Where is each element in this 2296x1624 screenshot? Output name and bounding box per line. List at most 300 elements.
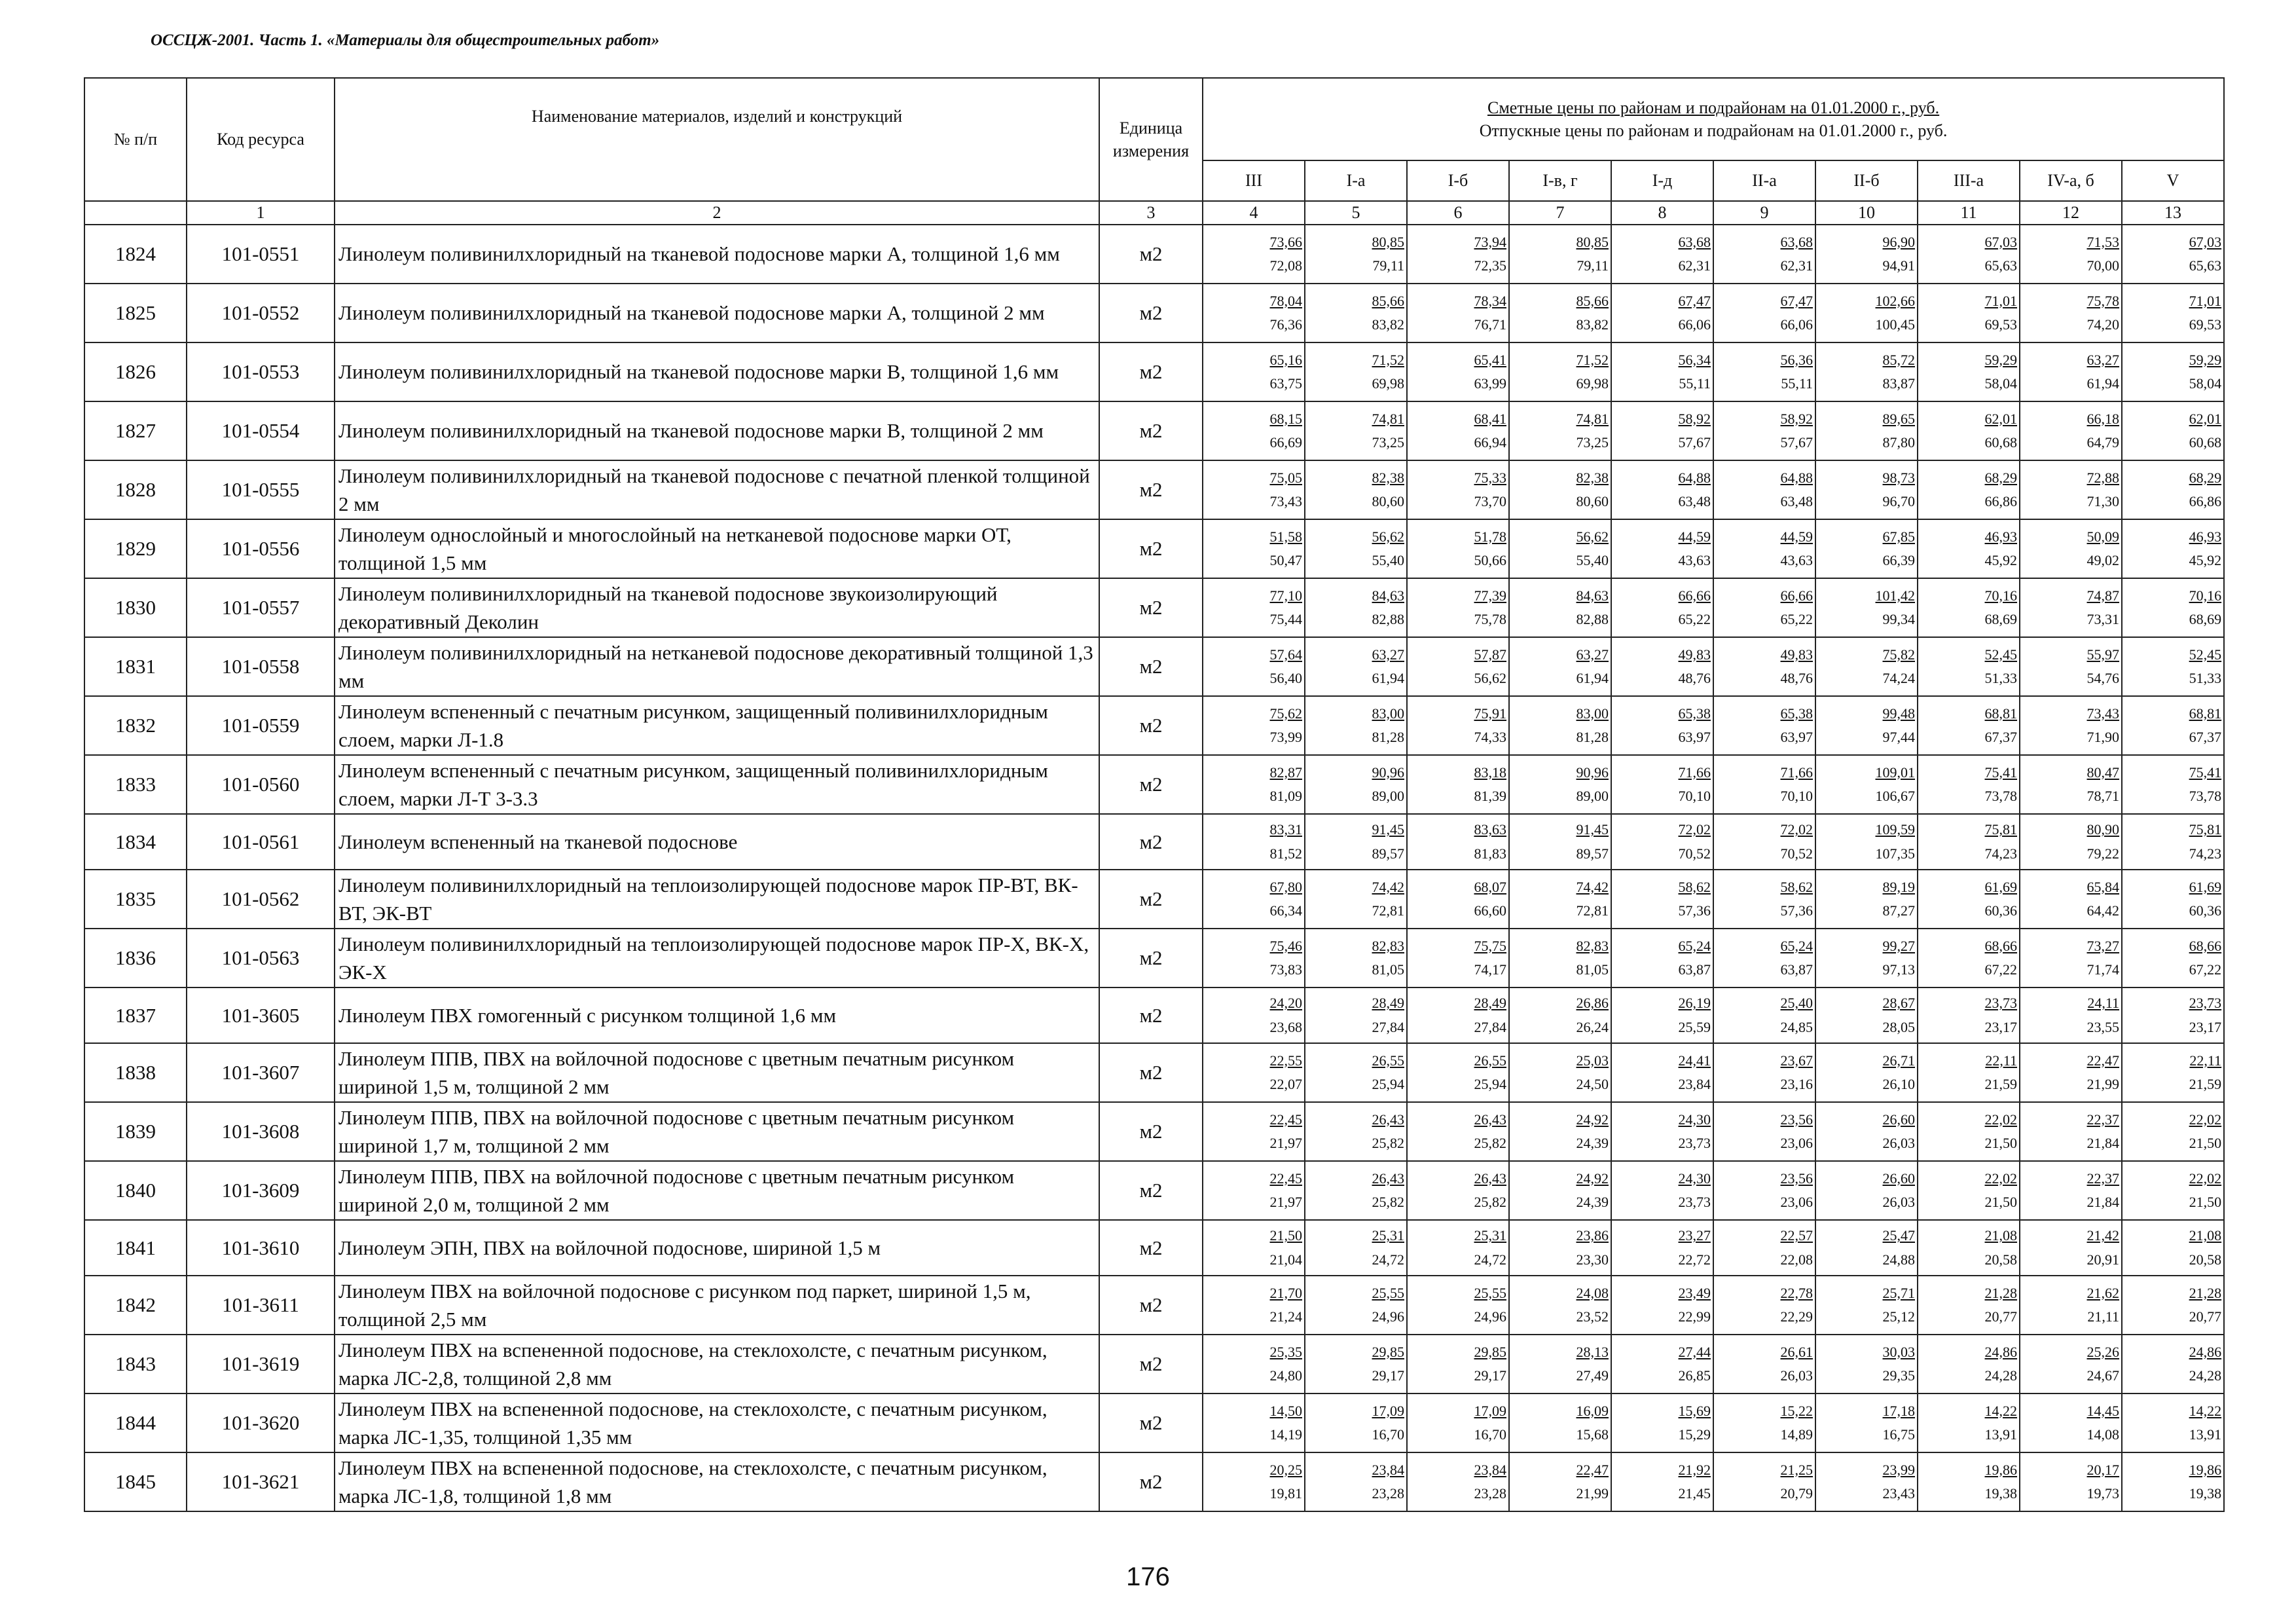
row-number-cell: 1841	[84, 1220, 187, 1276]
release-price: 73,31	[2086, 611, 2119, 627]
release-price: 21,59	[1984, 1076, 2017, 1092]
release-price: 55,11	[1679, 375, 1711, 392]
release-price: 63,48	[1780, 493, 1813, 509]
release-price: 81,05	[1576, 961, 1609, 978]
release-price: 66,69	[1269, 434, 1302, 451]
estimated-price: 75,75	[1474, 937, 1506, 954]
estimated-price: 98,73	[1882, 469, 1915, 486]
release-price: 21,50	[2189, 1194, 2222, 1210]
price-cell	[1509, 929, 1611, 987]
estimated-price: 23,86	[1576, 1227, 1609, 1244]
price-cell	[1305, 578, 1407, 637]
price-cell	[1407, 401, 1509, 460]
resource-code-cell: 101-0554	[187, 401, 335, 460]
price-cell	[1918, 1276, 2020, 1335]
estimated-price: 26,71	[1882, 1052, 1915, 1069]
estimated-price: 22,02	[2189, 1111, 2222, 1128]
price-cell	[1815, 1276, 1918, 1335]
estimated-price: 21,70	[1269, 1284, 1302, 1301]
estimated-price: 22,37	[2086, 1170, 2119, 1187]
release-price: 79,11	[1372, 257, 1404, 274]
price-cell	[1203, 814, 1305, 870]
release-price: 23,28	[1474, 1485, 1506, 1502]
price-cell	[2122, 1161, 2224, 1220]
material-name-cell: Линолеум ППВ, ПВХ на войлочной подоснове с цветным печатным рисунком шириной 1,7 м, толщиной 2 мм	[335, 1102, 1099, 1161]
resource-code-cell: 101-0551	[187, 225, 335, 284]
row-number-cell: 1832	[84, 696, 187, 755]
estimated-price: 26,43	[1372, 1170, 1404, 1187]
table-row	[84, 1393, 2224, 1452]
release-price: 63,75	[1269, 375, 1302, 392]
estimated-price: 63,27	[1576, 646, 1609, 663]
price-cell	[1611, 755, 1713, 814]
release-price: 73,99	[1269, 729, 1302, 745]
release-price: 76,36	[1269, 316, 1302, 333]
table-row	[84, 401, 2224, 460]
estimated-price: 44,59	[1780, 528, 1813, 545]
release-price: 45,92	[2189, 552, 2222, 568]
release-price: 75,78	[1474, 611, 1506, 627]
release-price: 25,82	[1474, 1194, 1506, 1210]
release-price: 49,02	[2086, 552, 2119, 568]
estimated-price: 22,11	[2189, 1052, 2222, 1069]
release-price: 66,86	[1984, 493, 2017, 509]
price-cell	[1407, 1452, 1509, 1511]
estimated-price: 14,22	[1984, 1402, 2017, 1419]
price-cell	[1918, 1161, 2020, 1220]
estimated-price: 26,19	[1678, 995, 1711, 1012]
row-number-cell: 1828	[84, 460, 187, 519]
table-row	[84, 1276, 2224, 1335]
price-cell	[1918, 987, 2020, 1043]
estimated-price: 82,38	[1372, 469, 1404, 486]
price-cell	[1203, 1393, 1305, 1452]
estimated-price: 83,63	[1474, 821, 1506, 838]
column-number-cell: 5	[1305, 201, 1407, 225]
price-cell	[1407, 225, 1509, 284]
release-price: 23,43	[1882, 1485, 1915, 1502]
row-number-cell: 1838	[84, 1043, 187, 1102]
material-name-cell: Линолеум ЭПН, ПВХ на войлочной подоснове, шириной 1,5 м	[335, 1220, 1099, 1276]
price-cell	[1305, 814, 1407, 870]
release-price: 60,36	[2189, 902, 2222, 919]
estimated-price: 78,34	[1474, 292, 1506, 309]
release-price: 24,88	[1882, 1251, 1915, 1268]
estimated-price: 71,53	[2086, 233, 2119, 250]
estimated-price: 65,24	[1780, 937, 1813, 954]
table-row	[84, 1043, 2224, 1102]
release-price: 22,08	[1780, 1251, 1813, 1268]
estimated-price: 63,68	[1678, 233, 1711, 250]
table-row	[84, 1335, 2224, 1393]
release-price: 22,07	[1269, 1076, 1302, 1092]
release-price: 73,78	[2189, 788, 2222, 804]
release-price: 89,57	[1372, 845, 1404, 862]
estimated-price: 51,58	[1269, 528, 1302, 545]
estimated-price: 56,36	[1780, 351, 1813, 368]
release-price: 82,88	[1372, 611, 1404, 627]
table-row	[84, 342, 2224, 401]
unit-cell: м2	[1099, 578, 1203, 637]
release-price: 25,59	[1678, 1018, 1711, 1035]
estimated-price: 75,46	[1269, 937, 1302, 954]
price-cell	[1509, 1276, 1611, 1335]
release-price: 74,17	[1474, 961, 1506, 978]
estimated-price: 23,84	[1372, 1461, 1404, 1478]
release-price: 73,70	[1474, 493, 1506, 509]
estimated-price: 16,09	[1576, 1402, 1609, 1419]
release-price: 29,17	[1372, 1367, 1404, 1384]
release-price: 89,00	[1372, 788, 1404, 804]
price-cell	[2020, 1452, 2122, 1511]
estimated-price: 24,41	[1678, 1052, 1711, 1069]
price-cell	[1203, 284, 1305, 342]
price-cell	[1203, 987, 1305, 1043]
region-header: III	[1203, 160, 1305, 201]
price-cell	[1713, 401, 1815, 460]
estimated-price: 85,66	[1372, 292, 1404, 309]
price-cell	[1509, 284, 1611, 342]
release-price: 58,04	[1984, 375, 2017, 392]
estimated-price: 83,31	[1269, 821, 1302, 838]
resource-code-cell: 101-0559	[187, 696, 335, 755]
price-cell	[1713, 814, 1815, 870]
price-cell	[2020, 1276, 2122, 1335]
release-price: 70,10	[1678, 788, 1711, 804]
price-cell	[2122, 987, 2224, 1043]
release-price: 29,35	[1882, 1367, 1915, 1384]
release-price: 48,76	[1678, 670, 1711, 686]
release-price: 23,16	[1780, 1076, 1813, 1092]
price-cell	[2020, 696, 2122, 755]
estimated-price: 74,81	[1372, 410, 1404, 427]
price-cell	[1918, 1452, 2020, 1511]
estimated-price: 67,03	[2189, 233, 2222, 250]
price-cell	[1203, 1452, 1305, 1511]
estimated-price: 17,09	[1474, 1402, 1506, 1419]
estimated-price: 51,78	[1474, 528, 1506, 545]
row-number-cell: 1836	[84, 929, 187, 987]
release-price: 89,00	[1576, 788, 1609, 804]
release-price: 13,91	[2189, 1426, 2222, 1443]
release-price: 80,60	[1576, 493, 1609, 509]
release-price: 72,08	[1269, 257, 1302, 274]
estimated-price: 22,78	[1780, 1284, 1813, 1301]
unit-cell: м2	[1099, 1393, 1203, 1452]
resource-code-cell: 101-0561	[187, 814, 335, 870]
estimated-price: 25,71	[1882, 1284, 1915, 1301]
estimated-price: 23,27	[1678, 1227, 1711, 1244]
price-cell	[1815, 696, 1918, 755]
price-cell	[1509, 637, 1611, 696]
column-number-cell: 10	[1815, 201, 1918, 225]
price-cell	[1305, 929, 1407, 987]
price-cell	[1305, 1102, 1407, 1161]
resource-code-cell: 101-3608	[187, 1102, 335, 1161]
estimated-price: 26,86	[1576, 995, 1609, 1012]
release-price: 83,82	[1576, 316, 1609, 333]
release-price: 16,70	[1474, 1426, 1506, 1443]
estimated-price: 75,81	[1984, 821, 2017, 838]
estimated-price: 57,64	[1269, 646, 1302, 663]
estimated-price: 21,08	[2189, 1227, 2222, 1244]
price-cell	[2020, 870, 2122, 929]
release-price: 73,43	[1269, 493, 1302, 509]
estimated-price: 64,88	[1780, 469, 1813, 486]
resource-code-cell: 101-3609	[187, 1161, 335, 1220]
price-cell	[1611, 1452, 1713, 1511]
price-cell	[1203, 1276, 1305, 1335]
material-name-cell: Линолеум ППВ, ПВХ на войлочной подоснове с цветным печатным рисунком шириной 1,5 м, толщиной 2 мм	[335, 1043, 1099, 1102]
release-price: 21,50	[1984, 1135, 2017, 1151]
price-group-header	[1203, 78, 2224, 160]
estimated-price: 70,16	[2189, 587, 2222, 604]
price-cell	[1713, 755, 1815, 814]
estimated-price: 67,80	[1269, 878, 1302, 895]
release-price: 23,06	[1780, 1194, 1813, 1210]
price-cell	[2122, 1452, 2224, 1511]
price-cell	[1509, 1102, 1611, 1161]
price-cell	[1611, 225, 1713, 284]
release-price: 57,36	[1780, 902, 1813, 919]
price-cell	[1815, 1220, 1918, 1276]
release-price: 70,52	[1678, 845, 1711, 862]
price-cell	[1305, 987, 1407, 1043]
price-cell	[2020, 578, 2122, 637]
release-price: 81,83	[1474, 845, 1506, 862]
col-header-no: № п/п	[84, 78, 187, 201]
table-row	[84, 284, 2224, 342]
release-price: 25,12	[1882, 1308, 1915, 1325]
material-name-cell: Линолеум ПВХ на вспененной подоснове, на стеклохолсте, с печатным рисунком, марка ЛС-1,8, толщиной 1,8 мм	[335, 1452, 1099, 1511]
price-cell	[2020, 284, 2122, 342]
estimated-price: 22,37	[2086, 1111, 2119, 1128]
estimated-price: 52,45	[2189, 646, 2222, 663]
estimated-price: 56,34	[1678, 351, 1711, 368]
release-price: 26,03	[1780, 1367, 1813, 1384]
estimated-price: 61,69	[2189, 878, 2222, 895]
price-cell	[1611, 696, 1713, 755]
resource-code-cell: 101-3621	[187, 1452, 335, 1511]
table-row	[84, 225, 2224, 284]
estimated-price: 75,91	[1474, 705, 1506, 722]
estimated-price: 17,09	[1372, 1402, 1404, 1419]
table-row	[84, 578, 2224, 637]
estimated-price: 102,66	[1875, 292, 1915, 309]
price-cell	[1203, 578, 1305, 637]
release-price: 71,30	[2086, 493, 2119, 509]
release-price: 21,04	[1269, 1251, 1302, 1268]
release-price: 19,81	[1269, 1485, 1302, 1502]
release-price: 29,17	[1474, 1367, 1506, 1384]
release-price: 21,24	[1269, 1308, 1302, 1325]
column-number-cell: 8	[1611, 201, 1713, 225]
price-cell	[1611, 637, 1713, 696]
release-price: 21,84	[2086, 1194, 2119, 1210]
page-number: 176	[1126, 1562, 1170, 1591]
resource-code-cell: 101-3611	[187, 1276, 335, 1335]
release-price: 70,52	[1780, 845, 1813, 862]
release-price: 66,60	[1474, 902, 1506, 919]
estimated-price: 24,20	[1269, 995, 1302, 1012]
release-price: 81,39	[1474, 788, 1506, 804]
release-price: 27,84	[1372, 1018, 1404, 1035]
release-price: 20,79	[1780, 1485, 1813, 1502]
price-cell	[1203, 460, 1305, 519]
estimated-price: 56,62	[1576, 528, 1609, 545]
col-header-code: Код ресурса	[187, 78, 335, 201]
row-number-cell: 1826	[84, 342, 187, 401]
estimated-price: 66,66	[1678, 587, 1711, 604]
unit-cell: м2	[1099, 814, 1203, 870]
price-cell	[1815, 1335, 1918, 1393]
release-price: 94,91	[1882, 257, 1915, 274]
price-cell	[1509, 578, 1611, 637]
estimated-price: 22,11	[1985, 1052, 2017, 1069]
estimated-price: 25,26	[2086, 1343, 2119, 1360]
estimated-price: 73,43	[2086, 705, 2119, 722]
estimated-price: 71,66	[1780, 764, 1813, 781]
unit-cell: м2	[1099, 637, 1203, 696]
release-price: 69,98	[1372, 375, 1404, 392]
price-cell	[1815, 578, 1918, 637]
price-cell	[1509, 1220, 1611, 1276]
release-price: 73,78	[1984, 788, 2017, 804]
release-price: 55,40	[1576, 552, 1609, 568]
price-cell	[2122, 401, 2224, 460]
release-price: 56,40	[1269, 670, 1302, 686]
release-price: 72,81	[1372, 902, 1404, 919]
price-cell	[1305, 1452, 1407, 1511]
estimated-price: 65,41	[1474, 351, 1506, 368]
region-header: II-б	[1815, 160, 1918, 201]
price-cell	[2020, 755, 2122, 814]
estimated-price: 26,55	[1474, 1052, 1506, 1069]
price-cell	[2020, 460, 2122, 519]
table-row	[84, 870, 2224, 929]
release-price: 62,31	[1780, 257, 1813, 274]
price-cell	[1509, 1043, 1611, 1102]
estimated-price: 23,99	[1882, 1461, 1915, 1478]
price-cell	[1815, 1102, 1918, 1161]
release-price: 69,53	[1984, 316, 2017, 333]
release-price: 63,87	[1678, 961, 1711, 978]
release-price: 81,52	[1269, 845, 1302, 862]
resource-code-cell: 101-3619	[187, 1335, 335, 1393]
release-price: 55,11	[1781, 375, 1813, 392]
price-cell	[1815, 460, 1918, 519]
estimated-price: 14,22	[2189, 1402, 2222, 1419]
price-cell	[2020, 1393, 2122, 1452]
estimated-price: 84,63	[1372, 587, 1404, 604]
release-price: 21,50	[2189, 1135, 2222, 1151]
row-number-cell: 1837	[84, 987, 187, 1043]
price-cell	[1815, 225, 1918, 284]
estimated-price: 52,45	[1984, 646, 2017, 663]
region-header: IV-а, б	[2020, 160, 2122, 201]
release-price: 23,28	[1372, 1485, 1404, 1502]
column-number-cell: 9	[1713, 201, 1815, 225]
price-cell	[1407, 1393, 1509, 1452]
price-cell	[1509, 225, 1611, 284]
price-cell	[1305, 870, 1407, 929]
release-price: 43,63	[1780, 552, 1813, 568]
unit-cell: м2	[1099, 1335, 1203, 1393]
release-price: 63,97	[1678, 729, 1711, 745]
unit-cell: м2	[1099, 1452, 1203, 1511]
estimated-price: 67,47	[1780, 292, 1813, 309]
price-cell	[1509, 755, 1611, 814]
price-cell	[2020, 987, 2122, 1043]
price-cell	[2122, 342, 2224, 401]
price-cell	[1509, 460, 1611, 519]
price-cell	[1713, 225, 1815, 284]
release-price: 71,74	[2086, 961, 2119, 978]
estimated-price: 24,92	[1576, 1111, 1609, 1128]
estimated-price: 109,59	[1875, 821, 1915, 838]
price-cell	[1509, 814, 1611, 870]
release-price: 14,89	[1780, 1426, 1813, 1443]
price-cell	[1918, 1335, 2020, 1393]
price-cell	[1509, 1452, 1611, 1511]
row-number-cell: 1833	[84, 755, 187, 814]
price-cell	[1611, 284, 1713, 342]
price-cell	[2122, 1102, 2224, 1161]
release-price: 63,48	[1678, 493, 1711, 509]
price-cell	[1305, 1161, 1407, 1220]
region-header: I-д	[1611, 160, 1713, 201]
price-cell	[1203, 870, 1305, 929]
estimated-price: 96,90	[1882, 233, 1915, 250]
price-cell	[1203, 401, 1305, 460]
resource-code-cell: 101-3607	[187, 1043, 335, 1102]
estimated-price: 22,02	[2189, 1170, 2222, 1187]
price-cell	[1713, 1161, 1815, 1220]
estimated-price: 49,83	[1780, 646, 1813, 663]
estimated-price: 74,87	[2086, 587, 2119, 604]
estimated-price: 83,00	[1372, 705, 1404, 722]
price-cell	[1407, 519, 1509, 578]
price-cell	[1713, 637, 1815, 696]
release-price: 69,53	[2189, 316, 2222, 333]
release-price: 80,60	[1372, 493, 1404, 509]
estimated-price: 14,50	[1269, 1402, 1302, 1419]
estimated-price: 58,62	[1678, 878, 1711, 895]
price-cell	[2020, 929, 2122, 987]
estimated-price: 71,52	[1576, 351, 1609, 368]
price-cell	[2020, 637, 2122, 696]
estimated-price: 55,97	[2086, 646, 2119, 663]
estimated-price: 65,38	[1678, 705, 1711, 722]
release-price: 100,45	[1875, 316, 1915, 333]
release-price: 74,23	[2189, 845, 2222, 862]
estimated-price: 21,50	[1269, 1227, 1302, 1244]
release-price: 73,83	[1269, 961, 1302, 978]
price-cell	[1203, 1220, 1305, 1276]
price-cell	[1918, 1220, 2020, 1276]
estimated-price: 75,41	[1984, 764, 2017, 781]
price-cell	[1509, 696, 1611, 755]
price-cell	[2122, 870, 2224, 929]
estimated-price: 24,86	[2189, 1343, 2222, 1360]
release-price: 25,82	[1474, 1135, 1506, 1151]
release-price: 23,55	[2086, 1018, 2119, 1035]
estimated-price: 19,86	[2189, 1461, 2222, 1478]
region-header: I-б	[1407, 160, 1509, 201]
estimated-price: 71,01	[2189, 292, 2222, 309]
estimated-price: 25,40	[1780, 995, 1813, 1012]
release-price: 21,99	[1576, 1485, 1609, 1502]
